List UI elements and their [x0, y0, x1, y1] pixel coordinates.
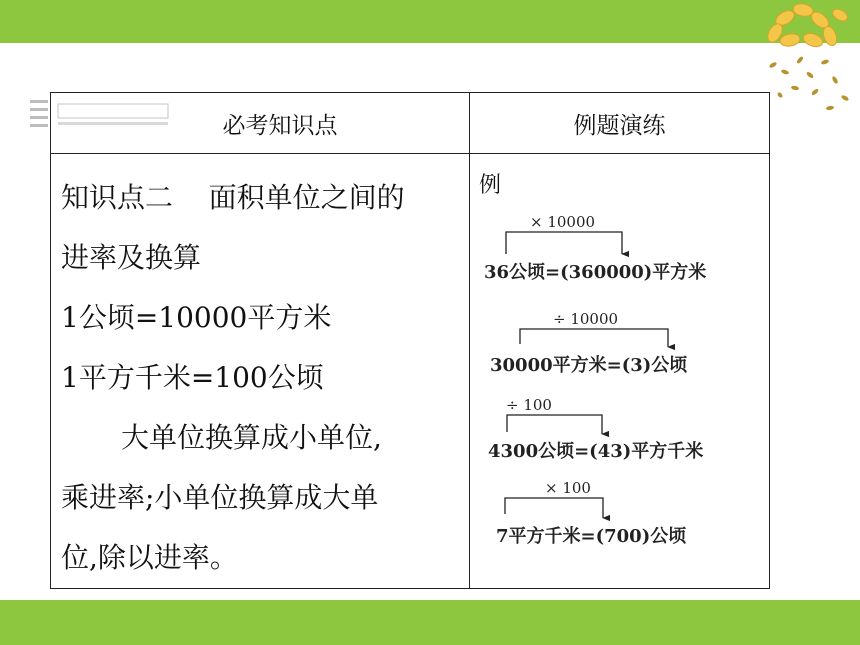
bottom-band	[0, 600, 860, 645]
bracket-arrow-2	[520, 329, 668, 347]
bracket-arrow-1	[506, 232, 622, 254]
tip-line: 位,除以进率。	[61, 541, 238, 574]
header-examples	[470, 93, 770, 154]
examples-cell	[470, 154, 770, 589]
header-examples-label: 例题演练	[573, 112, 666, 139]
rule-square-km: 1平方千米=100公顷	[61, 361, 324, 394]
bracket-arrow-4	[505, 498, 603, 518]
knowledge-cell	[51, 154, 470, 589]
tip-line: 乘进率;小单位换算成大单	[61, 481, 379, 514]
tip-line: 大单位换算成小单位,	[121, 421, 382, 454]
equation-2: 30000平方米=(3)公顷	[490, 355, 688, 376]
knowledge-heading-cont: 进率及换算	[61, 241, 202, 274]
equation-3: 4300公顷=(43)平方千米	[488, 441, 704, 462]
knowledge-heading: 知识点二 面积单位之间的	[61, 181, 405, 214]
bracket-arrow-3	[507, 415, 602, 434]
op-label-2: ÷ 10000	[553, 310, 619, 328]
op-label-4: × 100	[545, 479, 591, 497]
rule-hectare: 1公顷=10000平方米	[61, 301, 332, 334]
top-band	[0, 0, 860, 43]
equation-4: 7平方千米=(700)公顷	[496, 526, 687, 547]
header-knowledge	[51, 93, 470, 154]
example-label: 例	[479, 173, 502, 198]
header-knowledge-label: 必考知识点	[222, 112, 338, 139]
op-label-3: ÷ 100	[506, 396, 552, 414]
equation-1: 36公顷=(360000)平方米	[484, 262, 707, 283]
op-label-1: × 10000	[530, 213, 596, 231]
knowledge-table	[50, 92, 770, 589]
examples-diagram	[470, 154, 768, 576]
